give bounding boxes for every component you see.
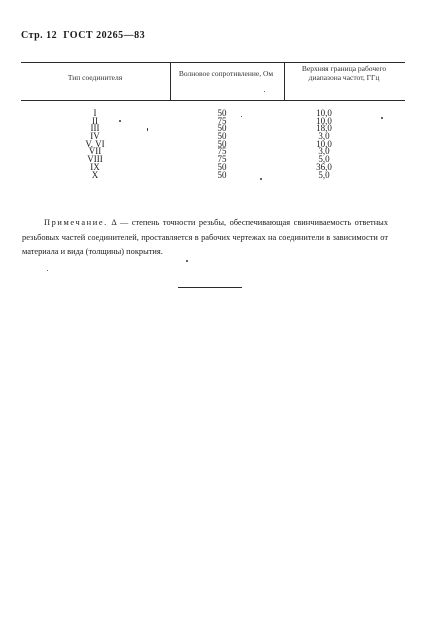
table-cell-frequency: 18,0	[316, 123, 332, 134]
scan-speck	[381, 117, 383, 119]
table-cell-frequency: 3,0	[318, 131, 330, 142]
table-cell-frequency: 3,0	[318, 146, 330, 157]
column-frequency-values	[302, 110, 346, 179]
page-number: Стр. 12	[21, 30, 58, 41]
table-cell-frequency: 10,0	[316, 138, 332, 149]
table-cell-impedance: 50	[217, 169, 227, 180]
table-cell-frequency: 5,0	[318, 154, 330, 165]
scan-speck	[186, 260, 188, 262]
table-cell-type: VII	[88, 146, 102, 157]
table-cell-frequency: 5,0	[318, 169, 330, 180]
table-cell-impedance: 50	[217, 161, 227, 172]
note-text: Δ — степень точности резьбы, обеспечивающая свинчиваемость ответных резьбовых частей соединителей, проставляется в рабочих чертежах на соединители в зависимости от материала и вида (толщины) покрытия.	[22, 218, 389, 256]
table-cell-frequency: 10,0	[316, 115, 332, 126]
table-cell-frequency: 36,0	[316, 161, 332, 172]
table-cell-frequency: 10,0	[316, 108, 332, 118]
scan-speck	[147, 128, 148, 131]
table-cell-impedance: 75	[217, 115, 227, 126]
table-cell-impedance: 50	[217, 123, 227, 134]
scan-speck	[260, 178, 262, 180]
column-impedance-values	[200, 110, 244, 179]
table-cell-type: V, VI	[85, 138, 105, 149]
table-note	[22, 216, 388, 260]
table-cell-type: III	[90, 123, 100, 134]
column-header-impedance: Волновое сопротивление, Ом	[178, 69, 274, 78]
scan-speck	[119, 120, 121, 122]
table-cell-type: II	[92, 115, 98, 126]
table-cell-type: I	[93, 108, 97, 118]
table-header-rule	[21, 100, 405, 101]
column-header-frequency: Верхняя граница рабочего диапазона частот, ГГц	[301, 64, 387, 82]
table-column-divider-1	[170, 62, 171, 100]
page-header	[21, 30, 145, 41]
table-cell-impedance: 75	[217, 146, 227, 157]
note-label: Примечание.	[44, 218, 108, 227]
table-cell-type: IV	[90, 131, 100, 142]
table-cell-impedance: 75	[217, 154, 227, 165]
scan-speck	[47, 270, 48, 271]
table-column-divider-2	[284, 62, 285, 100]
scan-speck	[264, 91, 265, 92]
table-cell-impedance: 50	[217, 108, 227, 118]
table-cell-type: IX	[90, 161, 100, 172]
end-of-page-rule	[178, 287, 242, 288]
table-cell-impedance: 50	[217, 138, 227, 149]
standard-designation: ГОСТ 20265—83	[63, 30, 146, 41]
table-cell-type: VIII	[87, 154, 103, 165]
table-top-rule	[21, 62, 405, 63]
table-cell-impedance: 50	[217, 131, 227, 142]
table-cell-type: X	[91, 169, 99, 180]
column-header-type: Тип соединителя	[67, 73, 123, 82]
scan-speck	[241, 116, 242, 117]
